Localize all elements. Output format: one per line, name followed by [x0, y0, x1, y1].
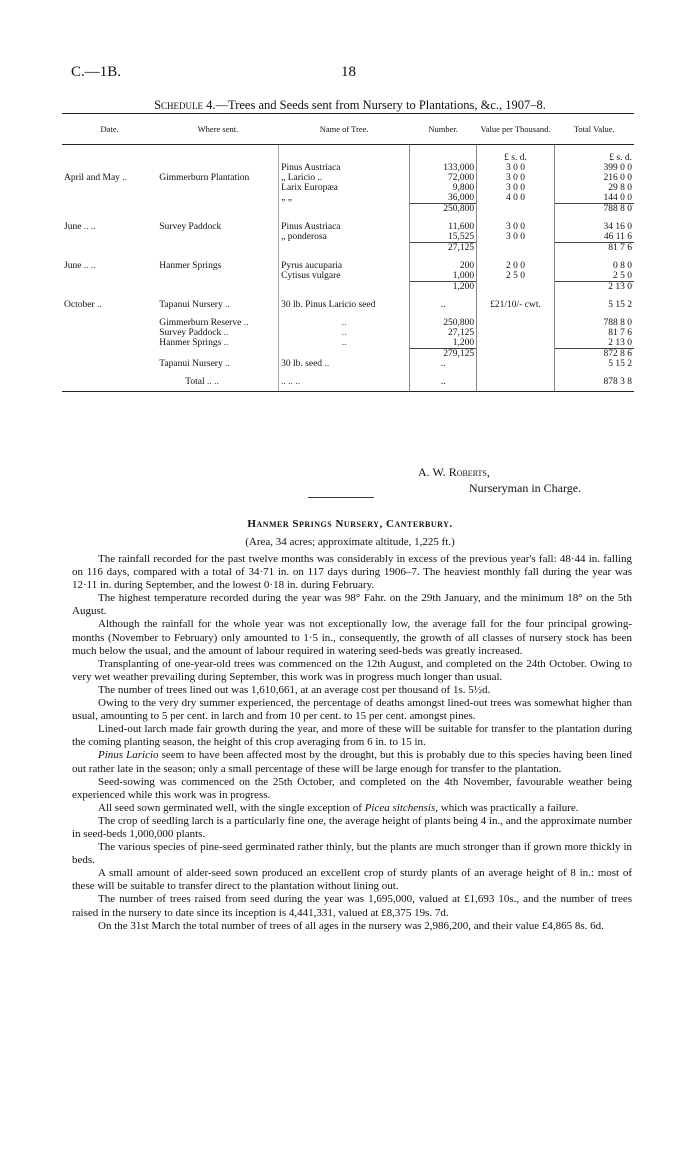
- total-number: ..: [410, 377, 477, 392]
- cell-date: [62, 163, 157, 173]
- cell-where: Tapanui Nursery ..: [159, 358, 230, 369]
- cell-number: 9,800: [410, 183, 477, 193]
- table-row: [62, 359, 634, 369]
- currency-header-value: £ s. d.: [477, 153, 555, 163]
- col-header-tree: Name of Tree.: [279, 114, 410, 145]
- cell-total: 29 8 0: [608, 182, 632, 193]
- cell-date: June .. ..: [64, 260, 96, 271]
- subtotal-row: [62, 203, 634, 214]
- cell-date: June .. ..: [64, 221, 96, 232]
- paragraph: Lined-out larch made fair growth during the year, and more of these will be suitable for transfer to the plantation during the coming planting season, the height of this crop averaging from 6 in. to 15 in.: [72, 723, 632, 749]
- cell-tree: Cytisus vulgare: [279, 271, 410, 282]
- cell-where: [157, 163, 278, 173]
- table-header-row: [62, 114, 634, 145]
- cell-value: 2 0 0: [477, 261, 555, 271]
- cell-total: 2 13 0: [608, 337, 632, 348]
- table-row: [62, 232, 634, 243]
- table-row: [62, 271, 634, 282]
- cell-where: Survey Paddock: [159, 221, 222, 232]
- cell-total: 216 0 0: [603, 172, 632, 183]
- subtotal-row: [62, 281, 634, 292]
- section-subtitle: (Area, 34 acres; approximate altitude, 1,225 ft.): [245, 536, 455, 548]
- cell-tree: „ „: [279, 193, 410, 204]
- signature-name: A. W. Roberts,: [418, 465, 490, 479]
- cell-where: Gimmerburn Plantation: [159, 172, 250, 183]
- cell-number: 72,000: [410, 173, 477, 183]
- col-header-where: Where sent.: [157, 114, 278, 145]
- table-row: [62, 163, 634, 173]
- cell-where: Tapanui Nursery ..: [159, 299, 230, 310]
- cell-total: 399 0 0: [603, 162, 632, 173]
- subtotal-total: 81 7 6: [554, 242, 634, 253]
- paragraph: Although the rainfall for the whole year was not exceptionally low, the average fall for the four principal growing-months (November to February) only amounted to 1·5 in., consequently, the growth of all classes of nursery stock has been much below the usual, and the amount of labour required in watering seed-beds was greatly increased.: [72, 618, 632, 657]
- currency-row: [62, 153, 634, 163]
- col-header-value-per-thousand: Value per Thousand.: [477, 114, 555, 145]
- cell-tree: „ Laricio ..: [279, 173, 410, 183]
- paragraph: The crop of seedling larch is a particularly fine one, the average height of plants being 4 in., and the approximate number in seed-beds 1,000,000 plants.: [72, 814, 632, 840]
- table-row: Gimmerburn Reserve .. .. 250,800 788 8 0: [159, 317, 632, 328]
- cell-tree: Pinus Austriaca: [279, 163, 410, 173]
- schedule-title-text: 4.—Trees and Seeds sent from Nursery to Plantations, &c., 1907–8.: [203, 98, 546, 112]
- cell-where: Hanmer Springs ..: [159, 337, 229, 348]
- cell-number: 15,525: [410, 232, 477, 243]
- subtotal-total: 788 8 0: [554, 203, 634, 214]
- cell-number: 250,800: [410, 318, 477, 328]
- cell-total: 34 16 0: [603, 221, 632, 232]
- cell-number: 133,000: [410, 163, 477, 173]
- cell-number: ..: [410, 300, 477, 310]
- subtotal-row: [62, 348, 634, 359]
- cell-number: 1,000: [410, 271, 477, 282]
- cell-where: Hanmer Springs: [159, 260, 222, 271]
- cell-number: 200: [410, 261, 477, 271]
- paragraph: On the 31st March the total number of trees of all ages in the nursery was 2,986,200, and their value £4,865 8s. 6d.: [98, 919, 604, 932]
- col-header-total-value: Total Value.: [554, 114, 634, 145]
- paragraph: Owing to the very dry summer experienced, the percentage of deaths amongst lined-out trees was somewhat higher than usual, amounting to 5 per cent. in larch and from 10 per cent. to 15 per cent. amongst pines.: [72, 697, 632, 723]
- cell-value: 3 0 0: [477, 222, 555, 232]
- cell-tree: 30 lb. Pinus Laricio seed: [279, 300, 410, 310]
- table-row: [62, 222, 634, 232]
- cell-total: 0 8 0: [613, 260, 632, 271]
- paragraph: Pinus Laricio seem to have been affected most by the drought, but this is probably due to this species having been lined out rather late in the season; only a small percentage of these will be large enough for transfer to the plantation.: [72, 749, 632, 775]
- paragraph: The number of trees raised from seed during the year was 1,695,000, valued at £1,693 10s., and the number of trees raised in the nursery to date since its inception is 4,441,331, valued at £8,375 19s. 7d.: [72, 893, 632, 919]
- cell-total: 2 5 0: [613, 270, 632, 281]
- paragraph: The number of trees lined out was 1,610,661, at an average cost per thousand of 1s. 5½d.: [98, 683, 491, 696]
- subtotal-total: 872 8 6: [554, 348, 634, 359]
- grand-total: 878 3 8: [554, 377, 634, 392]
- report-body: [72, 553, 632, 933]
- cell-total: 788 8 0: [603, 317, 632, 328]
- table-row: Survey Paddock .. .. 27,125 81 7 6: [159, 327, 632, 338]
- currency-header-total: £ s. d.: [609, 152, 632, 163]
- paragraph: The highest temperature recorded during the year was 98° Fahr. on the 29th January, and the minimum 18° on the 5th August.: [72, 592, 632, 618]
- cell-total: 144 0 0: [603, 192, 632, 203]
- subtotal-number: 27,125: [410, 242, 477, 253]
- subtotal-total: 2 13 0: [554, 281, 634, 292]
- page-reference: C.—1B.: [71, 64, 122, 80]
- cell-tree: Pinus Austriaca: [279, 222, 410, 232]
- cell-total: 5 15 2: [608, 299, 632, 310]
- cell-value: 3 0 0: [477, 183, 555, 193]
- cell-number: 11,600: [410, 222, 477, 232]
- cell-value: 3 0 0: [477, 232, 555, 243]
- schedule-title: [0, 98, 700, 113]
- table-row: [62, 300, 634, 310]
- paragraph: A small amount of alder-seed sown produced an excellent crop of sturdy plants of an average height of 8 in.: most of these will be suitable to transfer direct to the plantation without lining out.: [72, 867, 632, 893]
- cell-value: 3 0 0: [477, 163, 555, 173]
- table-row: [62, 173, 634, 183]
- cell-tree: Pyrus aucuparia: [279, 261, 410, 271]
- cell-number: 1,200: [410, 338, 477, 349]
- table-row: [62, 183, 634, 193]
- schedule-table: [62, 113, 634, 392]
- cell-value: 4 0 0: [477, 193, 555, 204]
- cell-tree: Larix Europæa: [279, 183, 410, 193]
- subtotal-row: [62, 242, 634, 253]
- paragraph: The rainfall recorded for the past twelve months was considerably in excess of the previous year's fall: 48·44 in. falling on 116 days, compared with a total of 34·71 in. on 117 days during 1906–7. The heaviest monthly fall during the year was 12·11 in. during September, and the lowest 0·18 in. during February.: [72, 553, 632, 592]
- cell-total: 46 11 6: [603, 231, 632, 242]
- subtotal-number: 1,200: [410, 281, 477, 292]
- subtotal-number: 250,800: [410, 203, 477, 214]
- cell-number: 36,000: [410, 193, 477, 204]
- cell-date: April and May ..: [64, 172, 128, 183]
- cell-where: Survey Paddock ..: [159, 327, 229, 338]
- col-header-date: Date.: [62, 114, 157, 145]
- section-divider: [308, 497, 374, 498]
- cell-value: 2 5 0: [477, 271, 555, 282]
- cell-tree: „ ponderosa: [279, 232, 410, 243]
- cell-total: 81 7 6: [608, 327, 632, 338]
- cell-value: 3 0 0: [477, 173, 555, 183]
- paragraph: Seed-sowing was commenced on the 25th October, and completed on the 4th November, favourable weather being experienced while this work was in progress.: [72, 775, 632, 801]
- signature-block: [418, 464, 581, 496]
- paragraph: The various species of pine-seed germinated rather thinly, but the plants are much stronger than if grown more thickly in beds.: [72, 841, 632, 867]
- cell-date: October ..: [64, 299, 102, 310]
- signature-title: Nurseryman in Charge.: [469, 481, 582, 495]
- schedule-title-prefix: Schedule: [154, 98, 204, 112]
- cell-total: 5 15 2: [608, 358, 632, 369]
- subtotal-number: 279,125: [410, 348, 477, 359]
- paragraph: All seed sown germinated well, with the single exception of Picea sitchensis, which was practically a failure.: [98, 801, 579, 814]
- cell-number: ..: [410, 359, 477, 369]
- cell-value: £21/10/- cwt.: [477, 300, 555, 310]
- table-row: [62, 193, 634, 204]
- page-number: 18: [341, 64, 356, 80]
- total-row: Total .. .. .. .. .. .. 878 3 8: [62, 377, 634, 392]
- paragraph: Transplanting of one-year-old trees was commenced on the 12th August, and completed on the 24th October. Owing to very wet weather prevailing during September, this work was in progress much longer than usual.: [72, 657, 632, 683]
- table-row: [62, 261, 634, 271]
- cell-where: Gimmerburn Reserve ..: [159, 317, 249, 328]
- section-title: Hanmer Springs Nursery, Canterbury.: [247, 518, 453, 530]
- table-row: Hanmer Springs .. .. 1,200 2 13 0: [159, 337, 632, 348]
- cell-number: 27,125: [410, 328, 477, 338]
- total-label: Total .. ..: [157, 377, 278, 392]
- col-header-number: Number.: [410, 114, 477, 145]
- cell-tree: 30 lb. seed ..: [279, 359, 410, 369]
